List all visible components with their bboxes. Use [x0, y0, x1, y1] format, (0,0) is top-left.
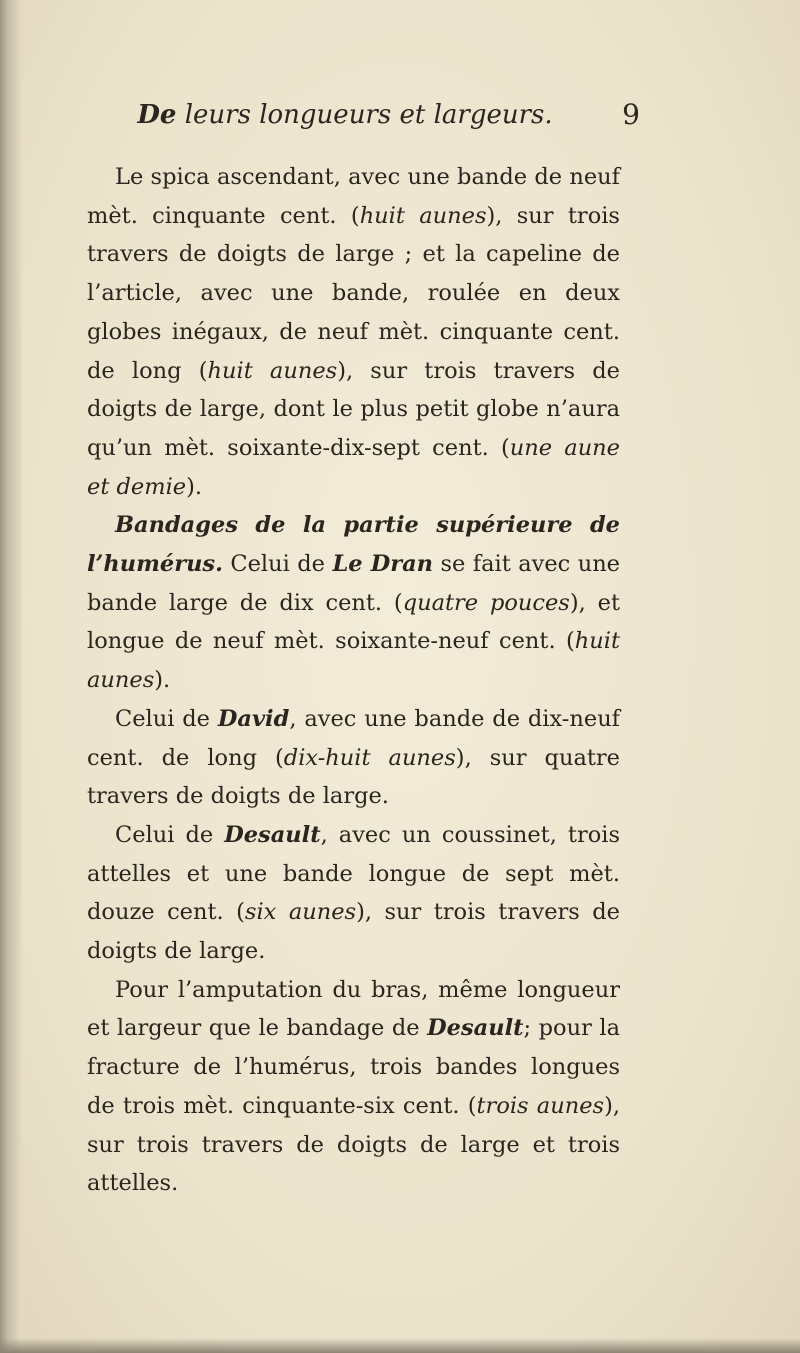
page-header	[100, 100, 640, 140]
paragraph-humerus-bandages: Bandages de la partie supérieure de l’humérus. Celui de Le Dran se fait avec une bande large de dix cent. (quatre pouces), et longue de neuf mèt. soixante-neuf cent. (huit aunes).	[87, 512, 621, 694]
running-head-text: leurs longueurs et largeurs.	[184, 100, 553, 130]
paragraph-spica: Le spica ascendant, avec une bande de neuf mèt. cinquante cent. (huit aunes), sur trois travers de doigts de large ; et la capeline de l’article, avec une bande, roulée en deux globes inégaux, de neuf mèt. cinquante cent. de long (huit aunes), sur trois travers de doigts de large, dont le plus petit globe n’aura qu’un mèt. soixante-dix-sept cent. (une aune et demie).	[87, 164, 620, 500]
body-text	[87, 158, 620, 1203]
running-head-lead: De	[137, 100, 177, 130]
page-bottom-edge	[0, 1338, 800, 1353]
page-number: 9	[622, 98, 640, 131]
page-spine-shadow	[0, 0, 22, 1353]
paragraph-david: Celui de David, avec une bande de dix-neuf cent. de long (dix-huit aunes), sur quatre travers de doigts de large.	[87, 705, 621, 810]
paragraph-amputation: Pour l’amputation du bras, même longueur et largeur que le bandage de Desault; pour la fracture de l’humérus, trois bandes longues de trois mèt. cinquante-six cent. (trois aunes), sur trois travers de doigts de large et trois attelles.	[87, 976, 620, 1197]
paragraph-desault: Celui de Desault, avec un coussinet, trois attelles et une bande longue de sept mèt. douze cent. (six aunes), sur trois travers de doigts de large.	[87, 821, 620, 965]
section-heading: Bandages de la partie supérieure de l’humérus.	[87, 512, 620, 578]
running-head	[100, 100, 590, 130]
